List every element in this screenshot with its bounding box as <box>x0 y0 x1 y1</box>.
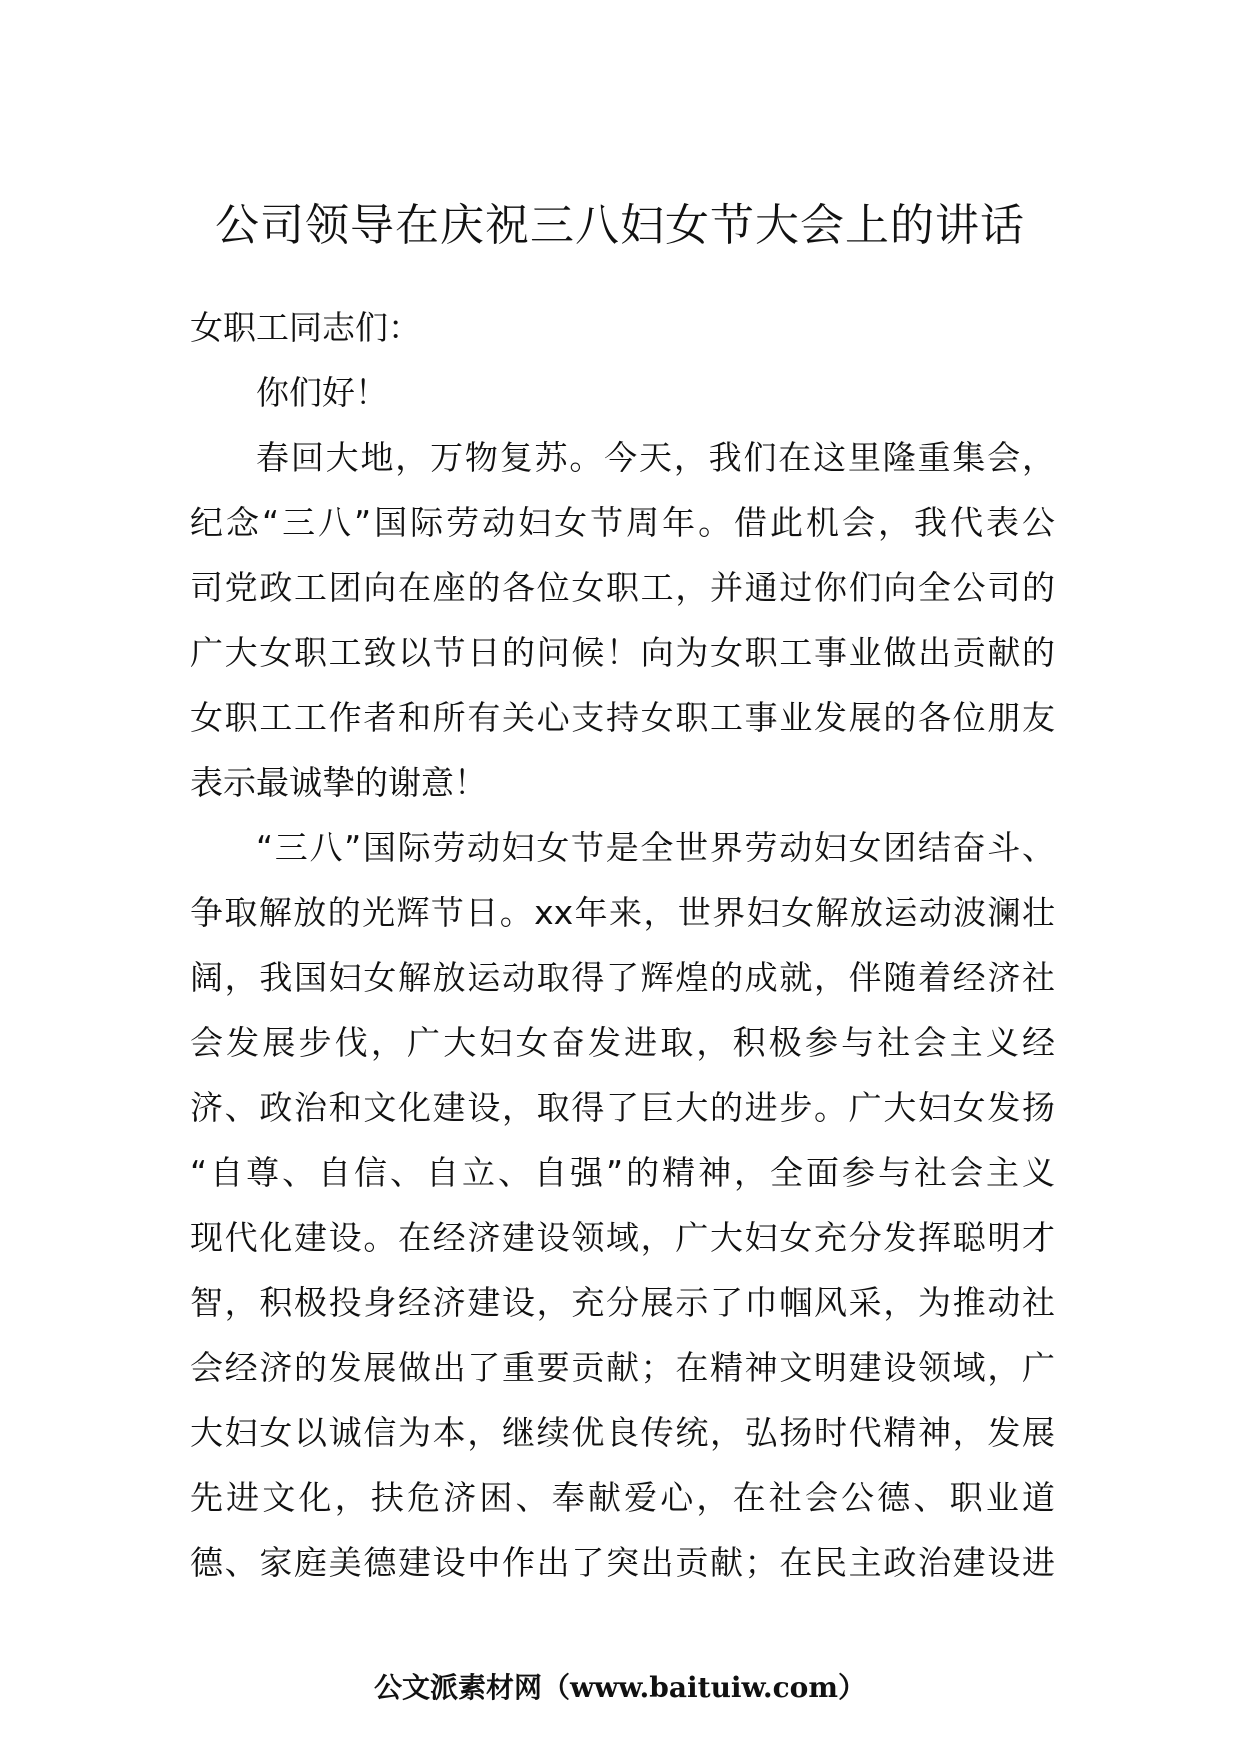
salutation: 女职工同志们： <box>190 308 421 347</box>
paragraph-line: 德、家庭美德建设中作出了突出贡献；在民主政治建设进 <box>190 1543 1055 1582</box>
paragraph-line: 表示最诚挚的谢意！ <box>190 763 487 802</box>
paragraph-line: 广大女职工致以节日的问候！向为女职工事业做出贡献的 <box>190 633 1055 672</box>
paragraph-line: 女职工工作者和所有关心支持女职工事业发展的各位朋友 <box>190 698 1055 737</box>
paragraph-line: 阔，我国妇女解放运动取得了辉煌的成就，伴随着经济社 <box>190 958 1055 997</box>
paragraph-line: 智，积极投身经济建设，充分展示了巾帼风采，为推动社 <box>190 1283 1055 1322</box>
footer-source: 公文派素材网（www.baituiw.com） <box>374 1671 866 1704</box>
paragraph-line: 现代化建设。在经济建设领域，广大妇女充分发挥聪明才 <box>190 1218 1055 1257</box>
paragraph-line: 济、政治和文化建设，取得了巨大的进步。广大妇女发扬 <box>190 1088 1055 1127</box>
document-title: 公司领导在庆祝三八妇女节大会上的讲话 <box>215 200 1025 251</box>
paragraph-line: 大妇女以诚信为本，继续优良传统，弘扬时代精神，发展 <box>190 1413 1055 1452</box>
paragraph-line: 春回大地，万物复苏。今天，我们在这里隆重集会， <box>256 438 1055 477</box>
paragraph-line: 会发展步伐，广大妇女奋发进取，积极参与社会主义经 <box>190 1023 1055 1062</box>
paragraph-line: 司党政工团向在座的各位女职工，并通过你们向全公司的 <box>190 568 1055 607</box>
document-body <box>190 295 1055 1595</box>
greeting: 你们好！ <box>256 373 388 412</box>
paragraph-line: 争取解放的光辉节日。xx年来，世界妇女解放运动波澜壮 <box>190 893 1055 932</box>
paragraph-line: 会经济的发展做出了重要贡献；在精神文明建设领域，广 <box>190 1348 1055 1387</box>
paragraph-line: “自尊、自信、自立、自强”的精神，全面参与社会主义 <box>190 1153 1055 1192</box>
paragraph-line: 纪念“三八”国际劳动妇女节周年。借此机会，我代表公 <box>190 503 1055 542</box>
paragraph-2 <box>190 815 1055 1595</box>
paragraph-1 <box>190 425 1055 815</box>
paragraph-line: “三八”国际劳动妇女节是全世界劳动妇女团结奋斗、 <box>256 828 1055 867</box>
paragraph-line: 先进文化，扶危济困、奉献爱心，在社会公德、职业道 <box>190 1478 1055 1517</box>
